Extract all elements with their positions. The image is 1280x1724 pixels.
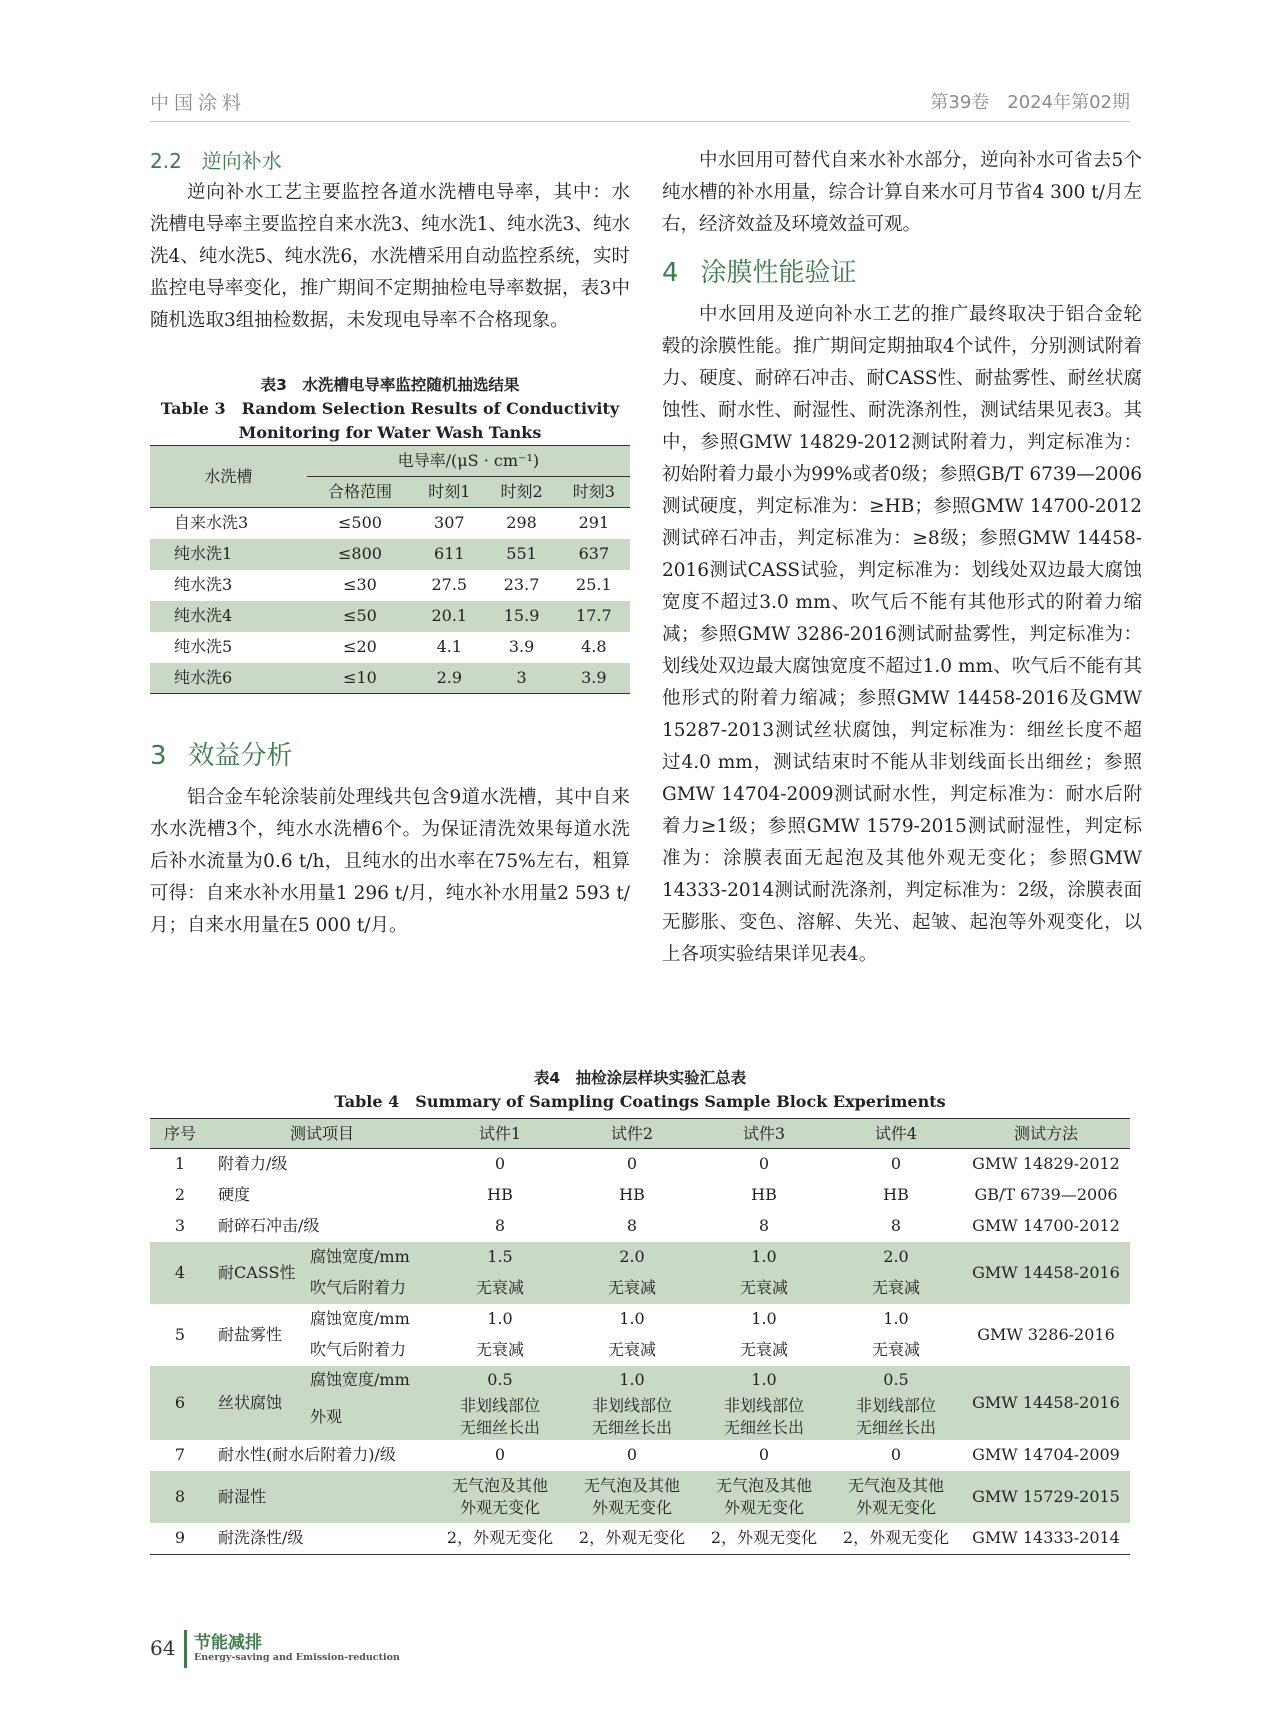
table4-cell: 吹气后附着力 bbox=[306, 1273, 434, 1304]
table4-cell: GMW 3286-2016 bbox=[977, 1324, 1115, 1344]
table4-cell: 附着力/级 bbox=[218, 1154, 288, 1174]
table3-cell: 纯水洗6 bbox=[174, 667, 233, 687]
table4-cell: 1.0 bbox=[751, 1309, 777, 1328]
table4-cell bbox=[698, 1394, 830, 1440]
table4-cell: HB bbox=[619, 1185, 645, 1204]
footer-divider bbox=[184, 1630, 187, 1668]
table3-cell: 纯水洗3 bbox=[174, 575, 233, 594]
table3-cell: 291 bbox=[578, 513, 610, 533]
table3-cell: 3.9 bbox=[581, 667, 607, 687]
table4-cell: 2，外观无变化 bbox=[578, 1528, 686, 1548]
right-intro-paragraph: 中水回用可替代自来水补水部分，逆向补水可省去5个纯水槽的补水用量，综合计算自来水可月节省4 300 t/月左右，经济效益及环境效益可观。 bbox=[662, 150, 1142, 235]
section-4-paragraph: 中水回用及逆向补水工艺的推广最终取决于铝合金轮毂的涂膜性能。推广期间定期抽取4个试件，分别测试附着力、硬度、耐碎石冲击、耐CASS性、耐盐雾性、耐丝状腐蚀性、耐水性、耐湿性、耐洗涤剂性，测试结果见表3。其中，参照GMW 14829-2012测试附着力，判定标准为：初始附着力最小为99%或者0级；参照GB/T 6739—2006测试硬度，判定标准为：≥HB；参照GMW 14700-2012测试碎石冲击，判定标准为：≥8级；参照GMW 14458-2016测试CASS试验，判定标准为：划线处双边最大腐蚀宽度不超过3.0 mm、吹气后不能有其他形式的附着力缩减；参照GMW 3286-2016测试耐盐雾性，判定标准为：划线处双边最大腐蚀宽度不超过1.0 mm、吹气后不能有其他形式的附着力缩减；参照GMW 14458-2016及GMW 15287-2013测试丝状腐蚀，判定标准为：细丝长度不超过4.0 mm，测试结束时不能从非划线面长出细丝；参照GMW 14704-2009测试耐水性，判定标准为：耐水后附着力≥1级；参照GMW 1579-2015测试耐湿性，判定标准为：涂膜表面无起泡及其他外观无变化；参照GMW 14333-2014测试耐洗涤剂，判定标准为：2级，涂膜表面无膨胀、变色、溶解、失光、起皱、起泡等外观变化，以上各项实验结果详见表4。 bbox=[662, 304, 1142, 965]
table4-header-s1: 试件1 bbox=[434, 1119, 566, 1149]
section-4-number: 4 bbox=[662, 258, 679, 288]
table4-cell: 0 bbox=[494, 1445, 506, 1464]
table3-cell: 23.7 bbox=[503, 575, 540, 594]
table4-header-s3: 试件3 bbox=[698, 1119, 830, 1149]
table4-cell bbox=[434, 1394, 566, 1440]
table3-cell: 611 bbox=[434, 544, 465, 563]
table3-cell: ≤500 bbox=[337, 513, 382, 533]
table4-cell-line: 无气泡及其他 bbox=[451, 1475, 548, 1495]
table4-cell-line: 无细丝长出 bbox=[591, 1417, 672, 1437]
table3-header-tank: 水洗槽 bbox=[150, 446, 307, 508]
issue-info: 第39卷 2024年第02期 bbox=[930, 92, 1130, 113]
running-header bbox=[150, 88, 1130, 122]
table4-cell: 0 bbox=[626, 1445, 638, 1464]
table4-cell: GMW 14333-2014 bbox=[972, 1528, 1120, 1548]
table3-header-t3: 时刻3 bbox=[558, 477, 630, 508]
section-3-number: 3 bbox=[150, 741, 167, 771]
table4-cell-line: 非划线部位 bbox=[591, 1395, 672, 1415]
table4-cell-line: 无气泡及其他 bbox=[847, 1475, 944, 1495]
table4-cell: 腐蚀宽度/mm bbox=[306, 1366, 434, 1394]
table3-cell: 纯水洗5 bbox=[174, 637, 233, 656]
table4-cell: 耐水性(耐水后附着力)/级 bbox=[218, 1445, 396, 1464]
table4-cell: HB bbox=[751, 1185, 777, 1204]
table4-cell: 0 bbox=[890, 1154, 902, 1174]
table4-cell: 8 bbox=[626, 1216, 638, 1235]
table4-cell: 0 bbox=[494, 1154, 506, 1174]
table3-cell: 298 bbox=[506, 513, 537, 533]
table-row bbox=[150, 632, 630, 663]
section-2-2-title: 2.2 逆向补水 bbox=[150, 149, 282, 173]
table4-cell: GMW 14458-2016 bbox=[962, 1242, 1130, 1304]
table4-cell: 4 bbox=[150, 1242, 210, 1304]
section-3-paragraph: 铝合金车轮涂装前处理线共包含9道水洗槽，其中自来水水洗槽3个，纯水水洗槽6个。为保证清洗效果每道水洗后补水流量为0.6 t/h，且纯水的出水率在75%左右，粗算可得：自来水补水用量1 296 t/月，纯水补水用量2 593 t/月；自来水用量在5 000 t/月。 bbox=[150, 787, 630, 936]
table4-header-s2: 试件2 bbox=[566, 1119, 698, 1149]
table3-caption-zh: 表3 水洗槽电导率监控随机抽选结果 bbox=[260, 376, 520, 394]
table3-cell: 551 bbox=[506, 544, 537, 563]
table3 bbox=[150, 445, 630, 694]
table4-cell: 6 bbox=[150, 1366, 210, 1440]
table3-cell: ≤30 bbox=[343, 575, 377, 594]
table4-cell: 耐盐雾性 bbox=[218, 1324, 283, 1344]
table4-cell: 无衰减 bbox=[607, 1340, 656, 1359]
table4-cell-line: 非划线部位 bbox=[723, 1395, 804, 1415]
table4-cell: 1.0 bbox=[883, 1309, 909, 1328]
table-row bbox=[150, 1211, 1130, 1242]
left-column bbox=[150, 145, 630, 942]
table4-cell: 无衰减 bbox=[434, 1273, 566, 1304]
table-row bbox=[150, 1366, 1130, 1394]
table4-cell: GMW 15729-2015 bbox=[962, 1471, 1130, 1523]
table4-cell: 耐湿性 bbox=[210, 1471, 434, 1523]
table4-cell: 无衰减 bbox=[739, 1340, 788, 1359]
table4-cell: 1.0 bbox=[698, 1242, 830, 1273]
table4-cell: 0 bbox=[890, 1445, 902, 1464]
table-row bbox=[150, 1304, 1130, 1335]
table-row bbox=[150, 1242, 1130, 1273]
table-row bbox=[150, 539, 630, 570]
table4-cell: GMW 14704-2009 bbox=[972, 1445, 1120, 1464]
table4-cell-line: 无细丝长出 bbox=[723, 1417, 804, 1437]
table3-cell: 4.1 bbox=[436, 637, 463, 656]
table4-cell: 腐蚀宽度/mm bbox=[306, 1242, 434, 1273]
table4-cell: 0.5 bbox=[434, 1366, 566, 1394]
page-number: 64 bbox=[150, 1636, 176, 1660]
section-4-heading bbox=[662, 247, 1142, 299]
footer-section-subtitle: Energy-saving and Emission-reduction bbox=[194, 1652, 400, 1663]
table4-cell: 无衰减 bbox=[698, 1273, 830, 1304]
table4-cell: 0.5 bbox=[830, 1366, 962, 1394]
table3-header-t2: 时刻2 bbox=[485, 477, 557, 508]
table4-cell: 耐洗涤性/级 bbox=[218, 1528, 304, 1548]
table4-cell bbox=[698, 1471, 830, 1523]
table4-cell: GB/T 6739—2006 bbox=[974, 1185, 1118, 1204]
table4-cell: 8 bbox=[890, 1216, 902, 1235]
table-row bbox=[150, 601, 630, 632]
table4-cell: GMW 14458-2016 bbox=[962, 1366, 1130, 1440]
table4-cell: 无衰减 bbox=[830, 1273, 962, 1304]
table3-cell: 20.1 bbox=[431, 606, 468, 625]
table-row bbox=[150, 663, 630, 694]
table4-header-item: 测试项目 bbox=[210, 1119, 434, 1149]
table3-cell: 25.1 bbox=[576, 575, 612, 594]
table4-cell-line: 外观无变化 bbox=[459, 1497, 540, 1517]
table4-cell: 外观 bbox=[306, 1394, 434, 1440]
table4-cell: 硬度 bbox=[218, 1185, 251, 1204]
table4-cell: 无衰减 bbox=[871, 1340, 920, 1359]
table-row bbox=[150, 1471, 1130, 1523]
table4-cell: 腐蚀宽度/mm bbox=[310, 1309, 410, 1328]
journal-name: 中国涂料 bbox=[150, 92, 247, 114]
table3-cell: 637 bbox=[578, 544, 610, 563]
table4-cell: HB bbox=[883, 1185, 909, 1204]
table4-cell: 9 bbox=[174, 1528, 186, 1548]
table4-cell bbox=[566, 1394, 698, 1440]
table4-cell: 2.0 bbox=[830, 1242, 962, 1273]
table4-cell: 2.0 bbox=[566, 1242, 698, 1273]
table-row bbox=[150, 1440, 1130, 1471]
table-row bbox=[150, 508, 630, 539]
table4-cell: 8 bbox=[150, 1471, 210, 1523]
table-row bbox=[150, 1523, 1130, 1555]
table4-cell-line: 外观无变化 bbox=[723, 1497, 804, 1517]
table4-cell-line: 无气泡及其他 bbox=[715, 1475, 812, 1495]
table3-cell: 3 bbox=[516, 667, 527, 687]
table3-header-t1: 时刻1 bbox=[413, 477, 485, 508]
table4-cell: 丝状腐蚀 bbox=[210, 1366, 306, 1440]
section-4-title: 涂膜性能验证 bbox=[700, 258, 857, 288]
table4-cell: 耐碎石冲击/级 bbox=[218, 1216, 320, 1235]
table4-header-method: 测试方法 bbox=[962, 1119, 1130, 1149]
table4-cell bbox=[830, 1394, 962, 1440]
table3-cell: 自来水洗3 bbox=[174, 513, 249, 533]
table4-cell bbox=[830, 1471, 962, 1523]
table3-cell: 15.9 bbox=[503, 606, 540, 625]
table4-cell: GMW 14700-2012 bbox=[972, 1216, 1120, 1235]
table4-cell: 2，外观无变化 bbox=[446, 1528, 554, 1548]
footer-section-title: 节能减排 bbox=[194, 1633, 262, 1653]
table4-cell: 无衰减 bbox=[566, 1273, 698, 1304]
table4-cell: 1.0 bbox=[487, 1309, 513, 1328]
table3-cell: 4.8 bbox=[581, 637, 607, 656]
table3-cell: ≤50 bbox=[343, 606, 377, 625]
table4-cell: 1 bbox=[174, 1154, 186, 1174]
table3-caption-en-1: Table 3 Random Selection Results of Conductivity bbox=[160, 399, 620, 418]
table-row bbox=[150, 570, 630, 601]
table4-cell: 耐CASS性 bbox=[210, 1242, 306, 1304]
table3-cell: 纯水洗1 bbox=[174, 544, 233, 563]
table4-cell: 1.5 bbox=[434, 1242, 566, 1273]
table4-header-row bbox=[150, 1119, 1130, 1149]
table4-header-s4: 试件4 bbox=[830, 1119, 962, 1149]
right-column bbox=[662, 145, 1142, 971]
table3-cell: ≤20 bbox=[343, 637, 377, 656]
table4 bbox=[150, 1118, 1130, 1555]
table4-header-no: 序号 bbox=[150, 1119, 210, 1149]
section-2-2-paragraph: 逆向补水工艺主要监控各道水洗槽电导率，其中：水洗槽电导率主要监控自来水洗3、纯水洗1、纯水洗3、纯水洗4、纯水洗5、纯水洗6，水洗槽采用自动监控系统，实时监控电导率变化，推广期间不定期抽检电导率数据，表3中随机选取3组抽检数据，未发现电导率不合格现象。 bbox=[150, 182, 630, 331]
table4-cell: 2 bbox=[174, 1185, 186, 1204]
table4-cell-line: 非划线部位 bbox=[459, 1395, 540, 1415]
table4-caption-zh: 表4 抽检涂层样块实验汇总表 bbox=[533, 1069, 747, 1087]
table4-cell: 0 bbox=[626, 1154, 638, 1174]
table3-caption-en-2: Monitoring for Water Wash Tanks bbox=[238, 423, 542, 442]
table4-cell-line: 无气泡及其他 bbox=[583, 1475, 680, 1495]
table4-cell bbox=[566, 1471, 698, 1523]
table3-header-conductivity: 电导率/(μS · cm⁻¹) bbox=[307, 446, 630, 477]
table4-cell-line: 无细丝长出 bbox=[459, 1417, 540, 1437]
table3-cell: 2.9 bbox=[436, 667, 463, 687]
table4-cell: HB bbox=[487, 1185, 513, 1204]
table4-cell: 1.0 bbox=[619, 1309, 645, 1328]
table4-cell: 0 bbox=[758, 1445, 770, 1464]
table3-cell: 纯水洗4 bbox=[174, 606, 233, 625]
table4-cell: 2，外观无变化 bbox=[710, 1528, 818, 1548]
table4-cell: 无衰减 bbox=[475, 1340, 524, 1359]
section-3-heading bbox=[150, 730, 630, 782]
table4-cell: GMW 14829-2012 bbox=[972, 1154, 1120, 1174]
table4-cell-line: 无细丝长出 bbox=[855, 1417, 936, 1437]
table4-cell: 1.0 bbox=[566, 1366, 698, 1394]
table4-cell-line: 非划线部位 bbox=[855, 1395, 936, 1415]
table3-cell: 17.7 bbox=[576, 606, 612, 625]
table3-cell: 3.9 bbox=[508, 637, 535, 656]
table4-cell: 5 bbox=[174, 1324, 186, 1344]
table3-cell: 307 bbox=[434, 513, 465, 533]
table3-cell: ≤800 bbox=[337, 544, 382, 563]
table4-cell: 3 bbox=[174, 1216, 186, 1235]
table4-cell: 吹气后附着力 bbox=[310, 1340, 407, 1359]
table3-header-range: 合格范围 bbox=[307, 477, 413, 508]
table4-cell-line: 外观无变化 bbox=[855, 1497, 936, 1517]
table4-block bbox=[150, 1066, 1130, 1555]
table-row bbox=[150, 1149, 1130, 1180]
table4-cell: 8 bbox=[758, 1216, 770, 1235]
table4-cell: 7 bbox=[174, 1445, 186, 1464]
table-row bbox=[150, 1180, 1130, 1211]
table3-cell: ≤10 bbox=[343, 667, 377, 687]
table4-caption-en: Table 4 Summary of Sampling Coatings Sample Block Experiments bbox=[334, 1092, 946, 1111]
table4-cell-line: 外观无变化 bbox=[591, 1497, 672, 1517]
table4-cell: 1.0 bbox=[698, 1366, 830, 1394]
table4-cell: 2，外观无变化 bbox=[842, 1528, 950, 1548]
table3-cell: 27.5 bbox=[431, 575, 468, 594]
table4-cell: 0 bbox=[758, 1154, 770, 1174]
table4-cell bbox=[434, 1471, 566, 1523]
section-3-title: 效益分析 bbox=[188, 741, 293, 771]
table4-cell: 8 bbox=[494, 1216, 506, 1235]
